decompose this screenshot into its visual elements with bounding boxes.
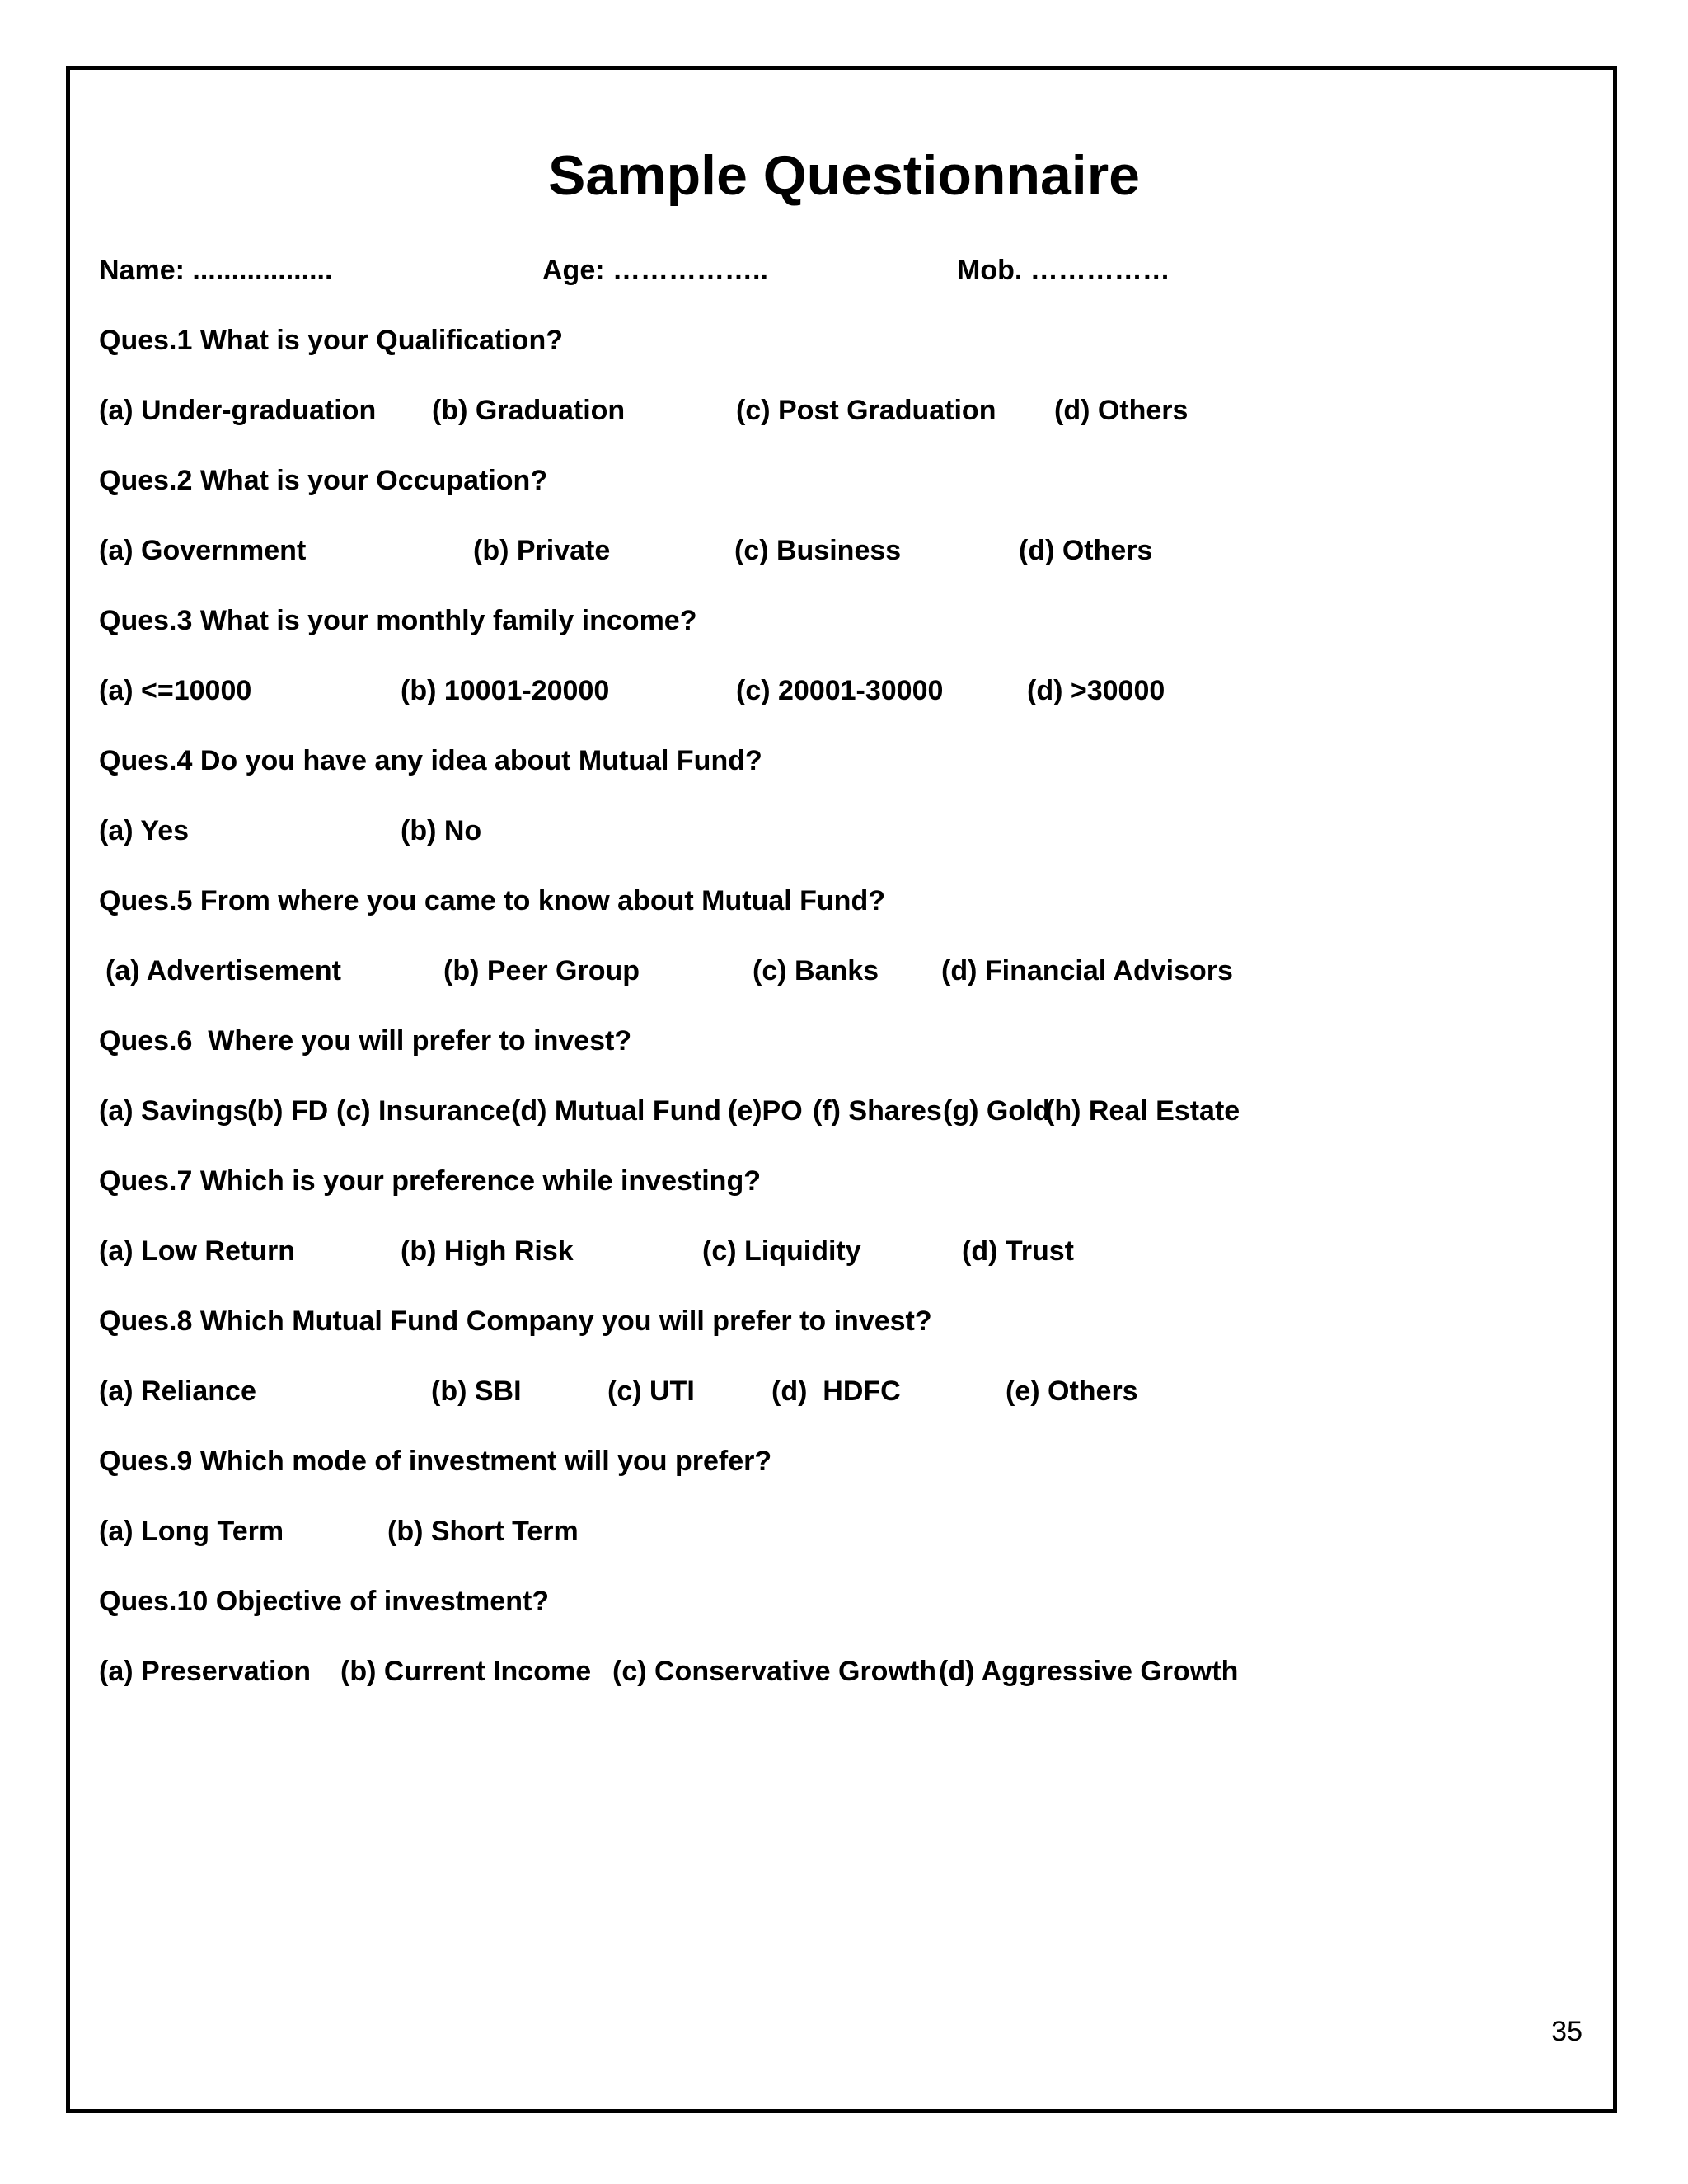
option-a: (a) Preservation bbox=[99, 1656, 311, 1687]
option-c: (c) 20001-30000 bbox=[736, 675, 944, 706]
question-6-options bbox=[0, 1090, 1688, 1132]
option-a: (a) Reliance bbox=[99, 1376, 256, 1407]
question-5-options bbox=[0, 950, 1688, 991]
option-b: (b) High Risk bbox=[401, 1235, 574, 1267]
option-c: (c) Insurance bbox=[336, 1095, 511, 1127]
option-d: (d) Trust bbox=[962, 1235, 1074, 1267]
option-a: (a) Yes bbox=[99, 815, 190, 846]
option-c: (c) Conservative Growth bbox=[612, 1656, 936, 1687]
question-text: Ques.8 Which Mutual Fund Company you will prefer to invest? bbox=[99, 1305, 932, 1337]
option-a: (a) Government bbox=[99, 535, 307, 566]
option-d: (d) Mutual Fund bbox=[511, 1095, 721, 1127]
option-d: (d) Others bbox=[1054, 395, 1189, 426]
question-text: Ques.6 Where you will prefer to invest? bbox=[99, 1025, 632, 1057]
option-b: (b) Graduation bbox=[432, 395, 626, 426]
option-c: (c) Post Graduation bbox=[736, 395, 996, 426]
question-text: Ques.1 What is your Qualification? bbox=[99, 325, 563, 356]
option-d: (d) Financial Advisors bbox=[941, 955, 1233, 987]
option-a: (a) Savings bbox=[99, 1095, 249, 1127]
question-4-options bbox=[0, 810, 1688, 851]
age-field-label: Age: …………….. bbox=[542, 255, 768, 286]
respondent-details bbox=[0, 250, 1688, 291]
question-9-options bbox=[0, 1511, 1688, 1552]
question-10-options bbox=[0, 1651, 1688, 1692]
option-c: (c) Banks bbox=[753, 955, 879, 987]
question-3-options bbox=[0, 670, 1688, 711]
option-a: (a) <=10000 bbox=[99, 675, 252, 706]
page-title: Sample Questionnaire bbox=[548, 144, 1140, 207]
option-d: (d) HDFC bbox=[771, 1376, 901, 1407]
option-b: (b) FD bbox=[247, 1095, 329, 1127]
question-2-options bbox=[0, 530, 1688, 571]
question-1-options bbox=[0, 390, 1688, 431]
question-text: Ques.10 Objective of investment? bbox=[99, 1586, 550, 1617]
option-e: (e) Others bbox=[1006, 1376, 1138, 1407]
option-a: (a) Under-graduation bbox=[99, 395, 377, 426]
question-text: Ques.7 Which is your preference while investing? bbox=[99, 1165, 761, 1197]
option-f: (f) Shares bbox=[813, 1095, 942, 1127]
question-text: Ques.9 Which mode of investment will you prefer? bbox=[99, 1446, 772, 1477]
question-7-options bbox=[0, 1230, 1688, 1272]
page-border bbox=[66, 66, 1617, 2113]
question-8-options bbox=[0, 1371, 1688, 1412]
option-h: (h) Real Estate bbox=[1045, 1095, 1240, 1127]
mob-field-label: Mob. …………… bbox=[957, 255, 1170, 286]
question-text: Ques.3 What is your monthly family income? bbox=[99, 605, 697, 636]
option-c: (c) Liquidity bbox=[702, 1235, 861, 1267]
option-e: (e)PO bbox=[728, 1095, 803, 1127]
page-number: 35 bbox=[1551, 2016, 1582, 2047]
option-a: (a) Advertisement bbox=[106, 955, 341, 987]
option-c: (c) UTI bbox=[607, 1376, 695, 1407]
option-b: (b) SBI bbox=[431, 1376, 522, 1407]
option-a: (a) Low Return bbox=[99, 1235, 295, 1267]
option-b: (b) No bbox=[401, 815, 482, 846]
option-g: (g) Gold bbox=[943, 1095, 1051, 1127]
option-b: (b) Private bbox=[473, 535, 611, 566]
option-b: (b) 10001-20000 bbox=[401, 675, 610, 706]
question-text: Ques.2 What is your Occupation? bbox=[99, 465, 548, 496]
question-text: Ques.5 From where you came to know about Mutual Fund? bbox=[99, 885, 885, 916]
question-text: Ques.4 Do you have any idea about Mutual Fund? bbox=[99, 745, 762, 776]
option-d: (d) >30000 bbox=[1027, 675, 1165, 706]
option-b: (b) Current Income bbox=[340, 1656, 592, 1687]
option-d: (d) Aggressive Growth bbox=[939, 1656, 1239, 1687]
option-c: (c) Business bbox=[734, 535, 902, 566]
option-d: (d) Others bbox=[1019, 535, 1153, 566]
option-b: (b) Short Term bbox=[387, 1516, 579, 1547]
name-field-label: Name: .................. bbox=[99, 255, 333, 286]
option-b: (b) Peer Group bbox=[443, 955, 640, 987]
option-a: (a) Long Term bbox=[99, 1516, 284, 1547]
